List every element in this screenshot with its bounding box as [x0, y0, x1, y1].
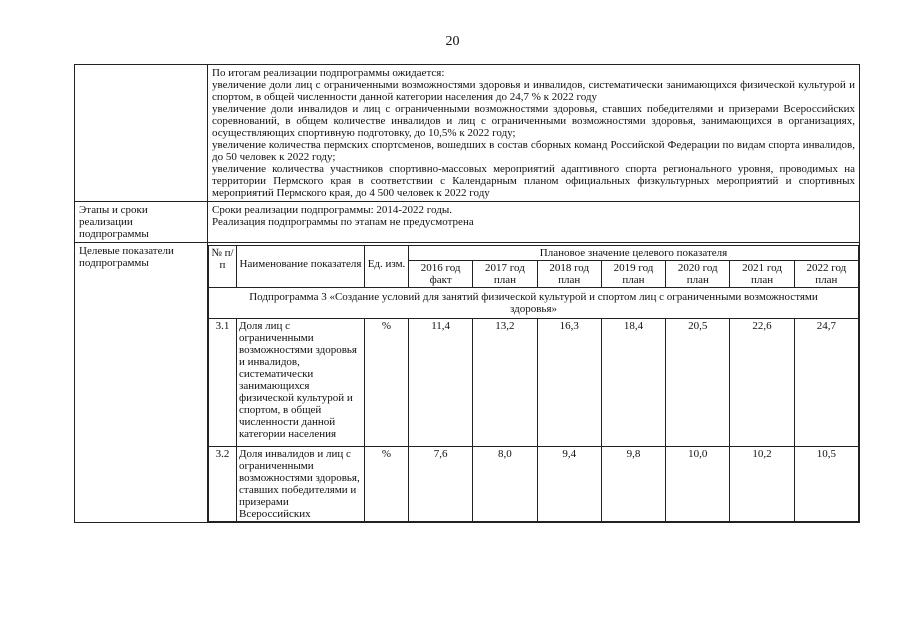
row-value: 10,2: [730, 447, 794, 522]
stages-line: Реализация подпрограммы по этапам не предусмотрена: [212, 216, 474, 228]
row-unit: %: [365, 319, 409, 447]
header-year: 2018 год план: [537, 261, 601, 288]
row-value: 10,0: [666, 447, 730, 522]
stages-label: Этапы и сроки реализации подпрограммы: [75, 202, 208, 243]
header-year: 2022 год план: [794, 261, 858, 288]
table-row: [209, 447, 859, 522]
header-year: 2016 год факт: [409, 261, 473, 288]
row-value: 10,5: [794, 447, 858, 522]
row-name: Доля инвалидов и лиц с ограниченными возможностями здоровья, ставших победителями и призерами Всероссийских: [237, 447, 365, 522]
stages-cell: [208, 202, 860, 243]
row-value: 13,2: [473, 319, 537, 447]
row-value: 24,7: [794, 319, 858, 447]
row-value: 9,8: [601, 447, 665, 522]
subprogram-title: Подпрограмма 3 «Создание условий для занятий физической культурой и спортом лиц с ограниченными возможностями здоровья»: [209, 288, 859, 319]
row-num: 3.1: [209, 319, 237, 447]
expected-results-line: увеличение доли лиц с ограниченными возможностями здоровья и инвалидов, систематически занимающихся физической культурой и спортом, в общей численности данной категории населения до 24,7 % к 2022 году: [212, 79, 855, 103]
expected-results-line: увеличение количества пермских спортсменов, вошедших в состав сборных команд Российской Федерации по видам спорта инвалидов, до 50 человек к 2022 году;: [212, 139, 855, 163]
header-year: 2020 год план: [666, 261, 730, 288]
header-planned: Плановое значение целевого показателя: [409, 246, 859, 261]
expected-results-line: По итогам реализации подпрограммы ожидается:: [212, 67, 445, 79]
expected-results-label-cell: [75, 65, 208, 202]
targets-label: Целевые показатели подпрограммы: [75, 243, 208, 523]
expected-results-cell: [208, 65, 860, 202]
page-number: 20: [445, 34, 460, 49]
row-name: Доля лиц с ограниченными возможностями здоровья и инвалидов, систематически занимающихся физической культурой и спортом, в общей численности данной категории населения: [237, 319, 365, 447]
targets-cell: [208, 243, 860, 523]
subprogram-title-row: [209, 288, 859, 319]
row-value: 7,6: [409, 447, 473, 522]
table-row: [209, 319, 859, 447]
expected-results-row: [75, 65, 860, 202]
header-name: Наименование показателя: [237, 246, 365, 288]
row-num: 3.2: [209, 447, 237, 522]
targets-table: [208, 245, 859, 522]
row-value: 16,3: [537, 319, 601, 447]
row-value: 8,0: [473, 447, 537, 522]
row-unit: %: [365, 447, 409, 522]
stages-row: [75, 202, 860, 243]
document-sheet: [74, 64, 860, 576]
expected-results-line: увеличение количества участников спортивно-массовых мероприятий адаптивного спорта регионального уровня, проводимых на территории Пермского края в соответствии с Календарным планом официальных физкультурных мероприятий и спортивных мероприятий Пермского края, до 4 500 человек к 2022 году: [212, 163, 855, 199]
header-year: 2019 год план: [601, 261, 665, 288]
row-value: 22,6: [730, 319, 794, 447]
row-value: 18,4: [601, 319, 665, 447]
header-unit: Ед. изм.: [365, 246, 409, 288]
header-year: 2017 год план: [473, 261, 537, 288]
stages-line: Сроки реализации подпрограммы: 2014-2022 годы.: [212, 204, 452, 216]
row-value: 9,4: [537, 447, 601, 522]
targets-header-row: [209, 246, 859, 261]
header-num: № п/п: [209, 246, 237, 288]
expected-results-line: увеличение доли инвалидов и лиц с ограниченными возможностями здоровья, ставших победителями и призерами Всероссийских соревнований, в общем количестве инвалидов и лиц с ограниченными возможностями здоровья, занимающихся в организациях, осуществляющих спортивную подготовку, до 10,5% к 2022 году;: [212, 103, 855, 139]
passport-table: [74, 64, 860, 523]
row-value: 11,4: [409, 319, 473, 447]
targets-row: [75, 243, 860, 523]
header-year: 2021 год план: [730, 261, 794, 288]
row-value: 20,5: [666, 319, 730, 447]
